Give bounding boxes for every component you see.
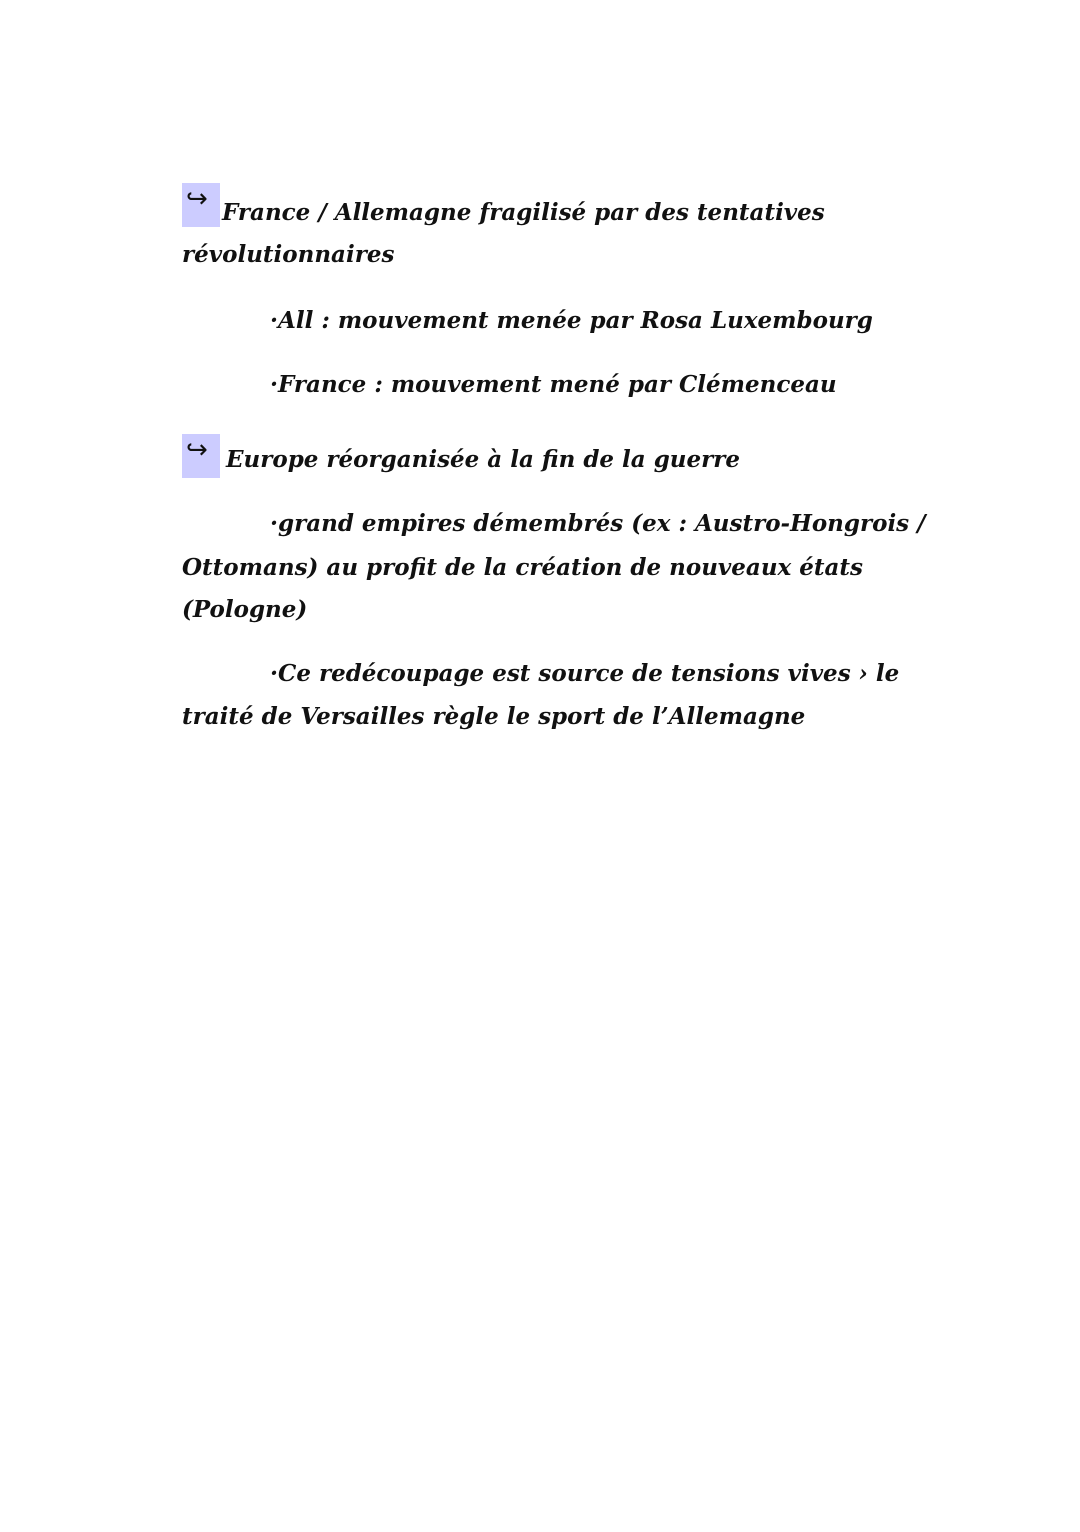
hook-arrow-right-icon: ↪: [186, 435, 208, 465]
bullet-item: ·grand empires démembrés (ex : Austro-Hongrois /: [270, 510, 926, 537]
section-heading-line: France / Allemagne fragilisé par des tentatives: [222, 199, 825, 226]
bullet-item-continuation: Ottomans) au profit de la création de nouveaux états: [182, 554, 863, 581]
section-heading-line: Europe réorganisée à la fin de la guerre: [226, 446, 740, 473]
bullet-item-continuation: (Pologne): [182, 596, 308, 623]
bullet-item: ·France : mouvement mené par Clémenceau: [270, 371, 837, 398]
hook-arrow-right-icon: ↪: [186, 184, 208, 214]
bullet-item: ·All : mouvement menée par Rosa Luxembourg: [270, 307, 873, 334]
section-heading-line: révolutionnaires: [182, 241, 395, 268]
bullet-item: ·Ce redécoupage est source de tensions vives › le: [270, 660, 900, 687]
bullet-item-continuation: traité de Versailles règle le sport de l’Allemagne: [182, 703, 806, 730]
